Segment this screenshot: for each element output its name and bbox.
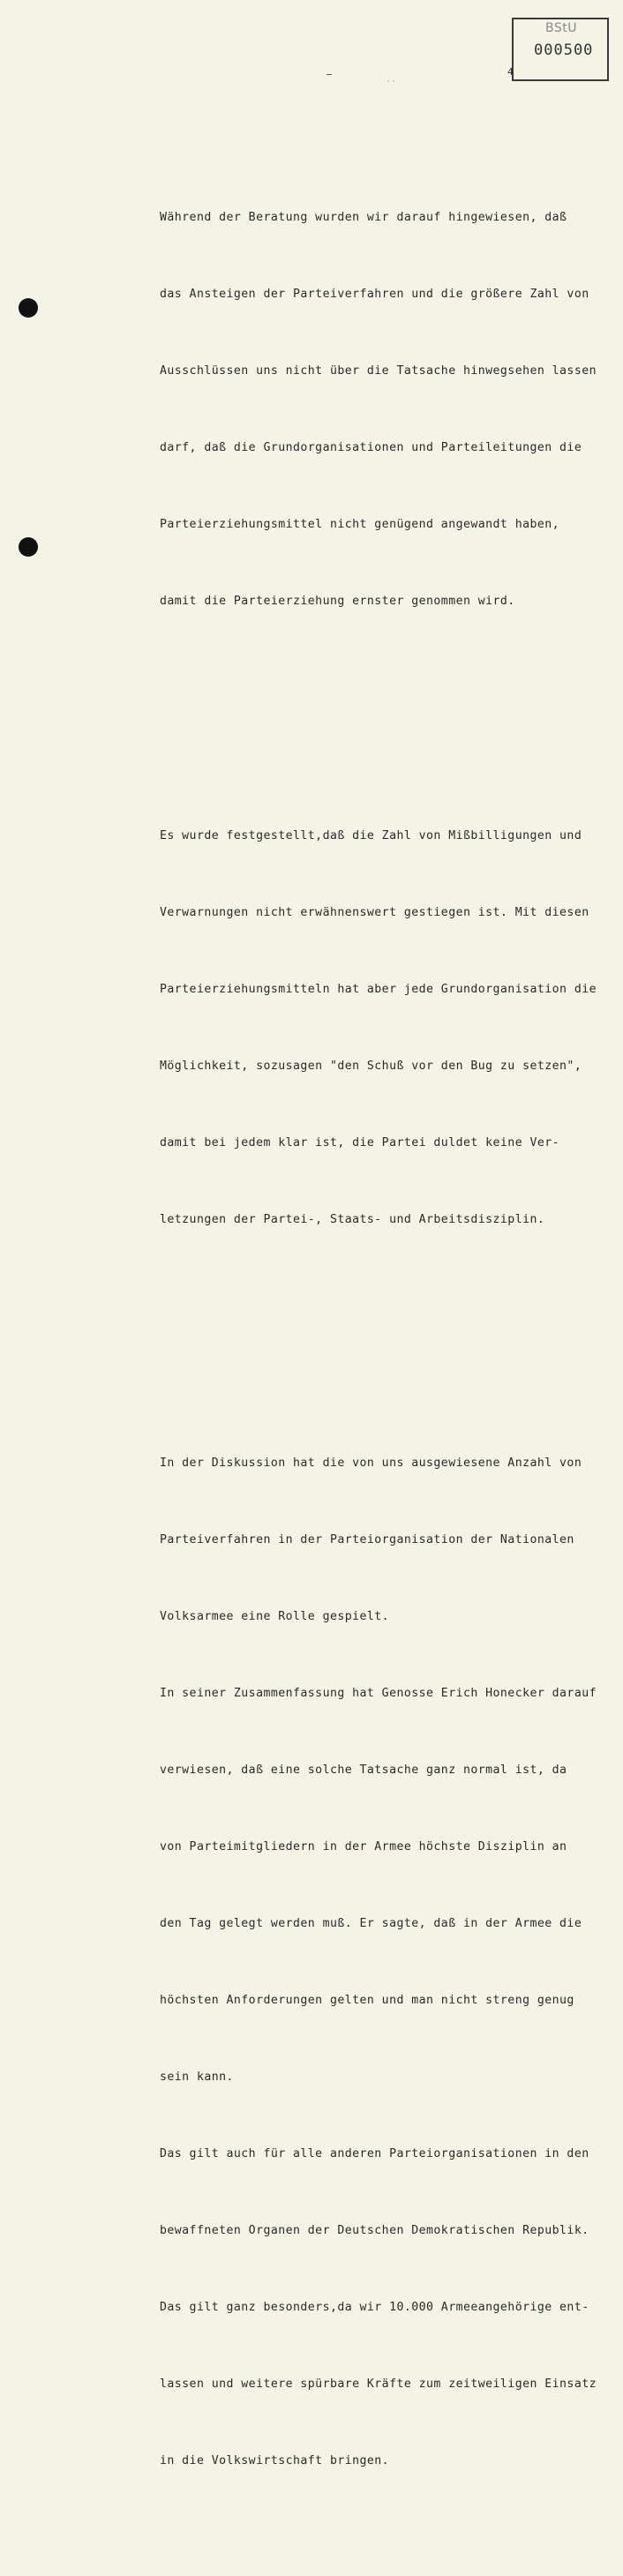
text-line: von Parteimitgliedern in der Armee höchste Disziplin an — [160, 1840, 567, 1853]
text-line: Parteiverfahren in der Parteiorganisation der Nationalen — [160, 1533, 574, 1546]
stray-dots: ˙˙ — [386, 80, 397, 90]
text-line: In der Diskussion hat die von uns ausgewiesene Anzahl von — [160, 1456, 582, 1470]
text-line: lassen und weitere spürbare Kräfte zum zeitweiligen Einsatz — [160, 2378, 597, 2391]
stray-mark — [327, 74, 332, 75]
punch-hole-upper — [19, 298, 38, 318]
text-line: Das gilt ganz besonders,da wir 10.000 Armeeangehörige ent- — [160, 2301, 589, 2314]
text-line: damit bei jedem klar ist, die Partei duldet keine Ver- — [160, 1136, 560, 1149]
page-number: 4 — [507, 66, 514, 78]
text-line: sein kann. — [160, 2071, 234, 2084]
text-line: das Ansteigen der Parteiverfahren und die größere Zahl von — [160, 288, 589, 301]
text-line: Das gilt auch für alle anderen Parteiorganisationen in den — [160, 2147, 589, 2160]
text-line: höchsten Anforderungen gelten und man nicht streng genug — [160, 1994, 574, 2007]
stamp-label: BStU — [545, 21, 577, 35]
text-line: Parteierziehungsmittel nicht genügend angewandt haben, — [160, 518, 560, 531]
text-line: damit die Parteierziehung ernster genommen wird. — [160, 595, 515, 608]
text-line: in die Volkswirtschaft bringen. — [160, 2454, 390, 2467]
paragraph-gap — [160, 716, 583, 721]
text-line: bewaffneten Organen der Deutschen Demokratischen Republik. — [160, 2224, 589, 2237]
punch-hole-lower — [19, 537, 38, 557]
text-line: darf, daß die Grundorganisationen und Parteileitungen die — [160, 441, 582, 454]
stamp-number: 000500 — [534, 41, 594, 59]
paragraph-3 — [160, 1399, 597, 2525]
paragraph-1 — [160, 154, 597, 665]
text-line: den Tag gelegt werden muß. Er sagte, daß in der Armee die — [160, 1917, 582, 1930]
text-line: Verwarnungen nicht erwähnenswert gestiegen ist. Mit diesen — [160, 906, 589, 919]
text-line: Parteierziehungsmitteln hat aber jede Grundorganisation die — [160, 983, 597, 996]
archive-stamp — [512, 18, 609, 81]
text-line: verwiesen, daß eine solche Tatsache ganz normal ist, da — [160, 1764, 567, 1777]
text-line: Volksarmee eine Rolle gespielt. — [160, 1610, 390, 1623]
paragraph-gap — [160, 1335, 583, 1348]
text-line: Ausschlüssen uns nicht über die Tatsache hinwegsehen lassen — [160, 364, 597, 378]
text-line: Es wurde festgestellt,daß die Zahl von Mißbilligungen und — [160, 829, 582, 842]
text-line: Während der Beratung wurden wir darauf hingewiesen, daß — [160, 211, 567, 224]
document-body — [160, 102, 597, 2576]
paragraph-2 — [160, 772, 597, 1284]
text-line: Möglichkeit, sozusagen "den Schuß vor den Bug zu setzen", — [160, 1060, 582, 1073]
text-line: letzungen der Partei-, Staats- und Arbeitsdisziplin. — [160, 1213, 545, 1226]
text-line: In seiner Zusammenfassung hat Genosse Erich Honecker darauf — [160, 1687, 597, 1700]
